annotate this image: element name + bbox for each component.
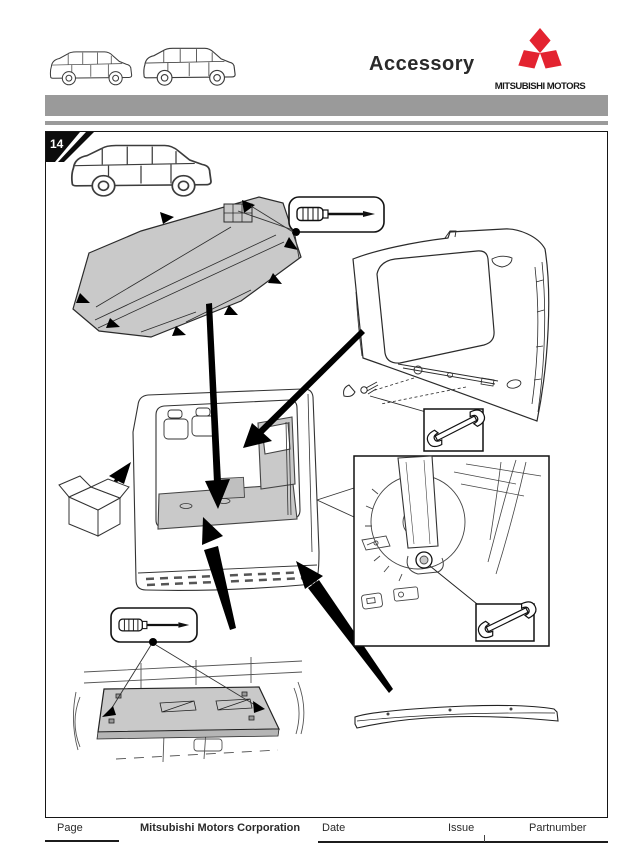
leader-dot xyxy=(149,638,157,646)
arrow-floorboard-to-car xyxy=(202,517,236,630)
vehicle-variant-icons xyxy=(44,38,244,96)
wrench-tool-box-lower xyxy=(476,599,539,641)
footer-company: Mitsubishi Motors Corporation xyxy=(140,822,301,834)
mitsubishi-diamonds-icon xyxy=(511,28,569,80)
cardboard-box-icon xyxy=(59,476,129,536)
footer-date-label: Date xyxy=(322,822,346,834)
detail-callout-box xyxy=(317,456,549,646)
footer-right-underline xyxy=(318,841,608,843)
suv-5-door-icon xyxy=(72,145,211,195)
footer-page-underline xyxy=(45,840,119,842)
brand-logo xyxy=(488,28,592,92)
rear-scuff-plate xyxy=(355,705,558,728)
suv-5-door-icon xyxy=(144,48,235,85)
step-number: 14 xyxy=(50,137,64,152)
page-title: Accessory xyxy=(369,53,475,75)
footer-issue-label: Issue xyxy=(448,822,475,834)
leader-dot xyxy=(292,228,300,236)
left-quarter-trim-panel xyxy=(73,197,301,337)
footer-partnumber-label: Partnumber xyxy=(529,822,587,834)
cargo-floor-board xyxy=(97,687,279,739)
suv-3-door-icon xyxy=(50,52,131,85)
wrench-tool-box-upper xyxy=(424,407,487,451)
rear-cargo-view xyxy=(133,389,319,591)
right-quarter-trim-panel xyxy=(353,229,549,421)
installation-diagram xyxy=(46,132,607,817)
brand-name: MITSUBISHI MOTORS xyxy=(494,81,586,92)
header-rule-thick xyxy=(45,95,608,116)
header-rule-thin xyxy=(45,121,608,125)
footer-page-label: Page xyxy=(57,822,83,834)
footer-column-tick xyxy=(484,835,485,842)
